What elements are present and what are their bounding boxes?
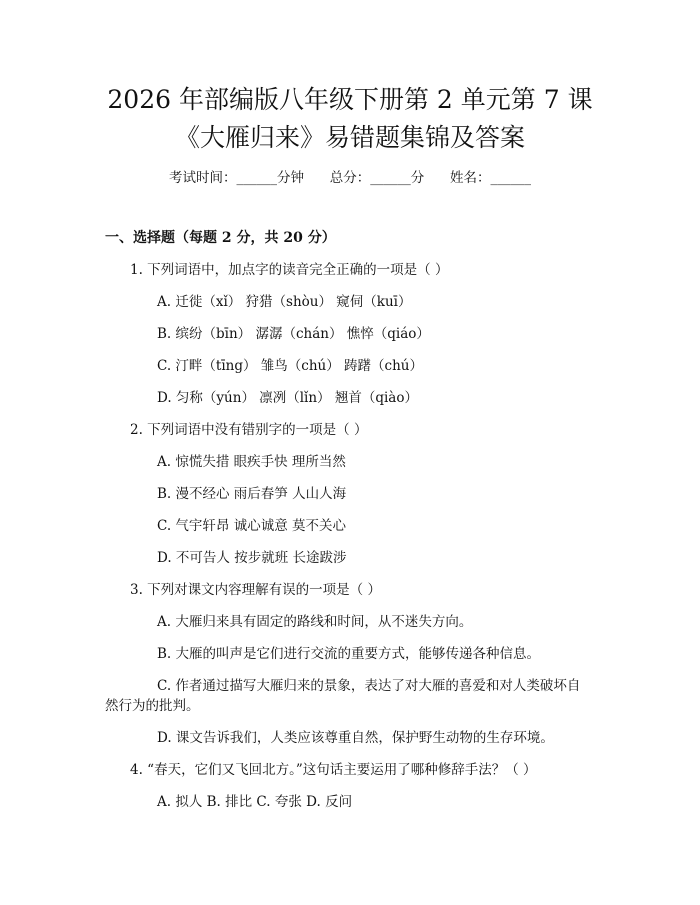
- title-line-2: 《大雁归来》易错题集锦及答案: [174, 123, 525, 152]
- question-1-option-b: B. 缤纷（bīn） 潺潺（chán） 憔悴（qiáo）: [157, 326, 430, 342]
- question-1-stem: 1. 下列词语中，加点字的读音完全正确的一项是（ ）: [130, 262, 449, 278]
- question-4-options: A. 拟人 B. 排比 C. 夸张 D. 反问: [157, 794, 353, 810]
- section-heading: 一、选择题（每题 2 分，共 20 分）: [105, 230, 336, 246]
- question-2-stem: 2. 下列词语中没有错别字的一项是（ ）: [130, 422, 368, 438]
- question-3-option-c-continued: 然行为的批判。: [105, 698, 200, 714]
- question-2-option-c: C. 气宇轩昂 诚心诚意 莫不关心: [157, 518, 347, 534]
- title-line-1: 2026 年部编版八年级下册第 2 单元第 7 课: [107, 85, 593, 114]
- question-4-stem: 4. “春天，它们又飞回北方。”这句话主要运用了哪种修辞手法？（ ）: [130, 762, 537, 778]
- question-2-option-b: B. 漫不经心 雨后春笋 人山人海: [157, 486, 347, 502]
- question-3-option-c: C. 作者通过描写大雁归来的景象，表达了对大雁的喜爱和对人类破坏自: [157, 678, 581, 694]
- question-1-option-c: C. 汀畔（tīng） 雏鸟（chú） 踌躇（chú）: [157, 358, 423, 374]
- question-2-option-d: D. 不可告人 按步就班 长途跋涉: [157, 550, 347, 566]
- question-3-option-d: D. 课文告诉我们，人类应该尊重自然，保护野生动物的生存环境。: [157, 730, 554, 746]
- question-3-option-a: A. 大雁归来具有固定的路线和时间，从不迷失方向。: [157, 614, 473, 630]
- question-3-option-b: B. 大雁的叫声是它们进行交流的重要方式，能够传递各种信息。: [157, 646, 541, 662]
- question-3-stem: 3. 下列对课文内容理解有误的一项是（ ）: [130, 582, 381, 598]
- exam-info: 考试时间：______分钟 总分：______分 姓名：______: [169, 170, 531, 186]
- question-1-option-d: D. 匀称（yún） 凛冽（lǐn） 翘首（qiào）: [157, 390, 418, 406]
- question-1-option-a: A. 迁徙（xǐ） 狩猎（shòu） 窥伺（kuī）: [157, 294, 412, 310]
- question-2-option-a: A. 惊慌失措 眼疾手快 理所当然: [157, 454, 346, 470]
